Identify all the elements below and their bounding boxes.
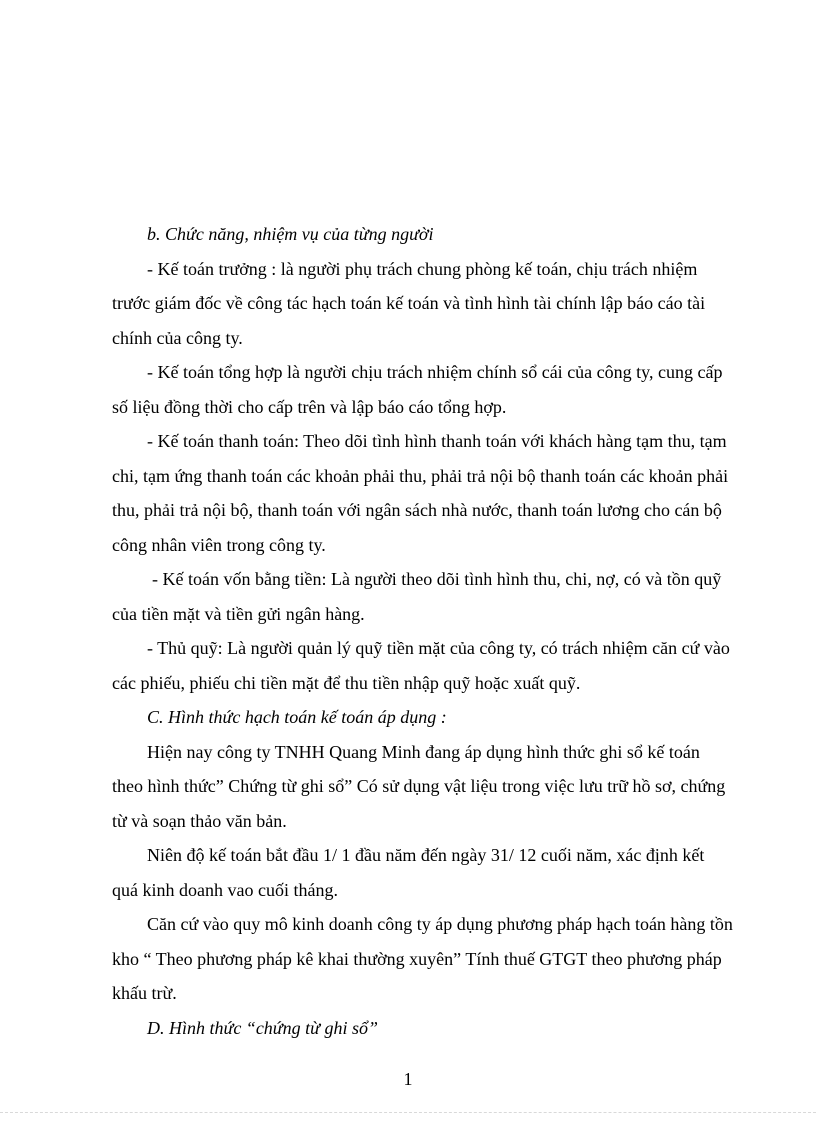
- text-line: khấu trừ.: [112, 983, 177, 1003]
- text-line: của tiền mặt và tiền gửi ngân hàng.: [112, 603, 365, 624]
- text-line: Hiện nay công ty TNHH Quang Minh đang áp dụng hình thức ghi sổ kế toán: [147, 741, 700, 762]
- text-line: số liệu đồng thời cho cấp trên và lập báo cáo tổng hợp.: [112, 396, 507, 417]
- section-heading-d: D. Hình thức “chứng từ ghi sổ”: [147, 1017, 378, 1038]
- text-line: trước giám đốc về công tác hạch toán kế toán và tình hình tài chính lập báo cáo tài: [112, 293, 706, 313]
- section-heading-b: b. Chức năng, nhiệm vụ của từng người: [147, 224, 434, 244]
- text-line: từ và soạn thảo văn bản.: [112, 810, 287, 831]
- text-line: Niên độ kế toán bắt đầu 1/ 1 đầu năm đến ngày 31/ 12 cuối năm, xác định kết: [147, 845, 705, 865]
- text-line: - Thủ quỹ: Là người quản lý quỹ tiền mặt của công ty, có trách nhiệm căn cứ vào: [147, 638, 730, 658]
- page-number: 1: [403, 1069, 413, 1089]
- text-line: theo hình thức” Chứng từ ghi sổ” Có sử dụng vật liệu trong việc lưu trữ hồ sơ, chứng: [112, 776, 726, 796]
- page-bottom-divider: [0, 1112, 816, 1113]
- text-line: công nhân viên trong công ty.: [112, 534, 326, 555]
- text-line: chi, tạm ứng thanh toán các khoản phải thu, phải trả nội bộ thanh toán các khoản phải: [112, 465, 729, 486]
- text-line: các phiếu, phiếu chi tiền mặt để thu tiền nhập quỹ hoặc xuất quỹ.: [112, 672, 581, 693]
- text-line: - Kế toán thanh toán: Theo dõi tình hình thanh toán với khách hàng tạm thu, tạm: [147, 431, 727, 451]
- text-line: kho “ Theo phương pháp kê khai thường xuyên” Tính thuế GTGT theo phương pháp: [112, 948, 722, 969]
- text-line: - Kế toán trưởng : là người phụ trách chung phòng kế toán, chịu trách nhiệm: [147, 258, 698, 279]
- text-line: chính của công ty.: [112, 327, 243, 348]
- text-line: quá kinh doanh vao cuối tháng.: [112, 879, 338, 900]
- text-line: Căn cứ vào quy mô kinh doanh công ty áp dụng phương pháp hạch toán hàng tồn: [147, 914, 733, 934]
- text-line: thu, phải trả nội bộ, thanh toán với ngân sách nhà nước, thanh toán lương cho cán bộ: [112, 500, 722, 520]
- text-line: - Kế toán vốn bằng tiền: Là người theo dõi tình hình thu, chi, nợ, có và tồn quỹ: [152, 569, 722, 589]
- text-line: - Kế toán tổng hợp là người chịu trách nhiệm chính sổ cái của công ty, cung cấp: [147, 362, 723, 382]
- section-heading-c: C. Hình thức hạch toán kế toán áp dụng :: [147, 707, 447, 727]
- body-text: [112, 217, 760, 1045]
